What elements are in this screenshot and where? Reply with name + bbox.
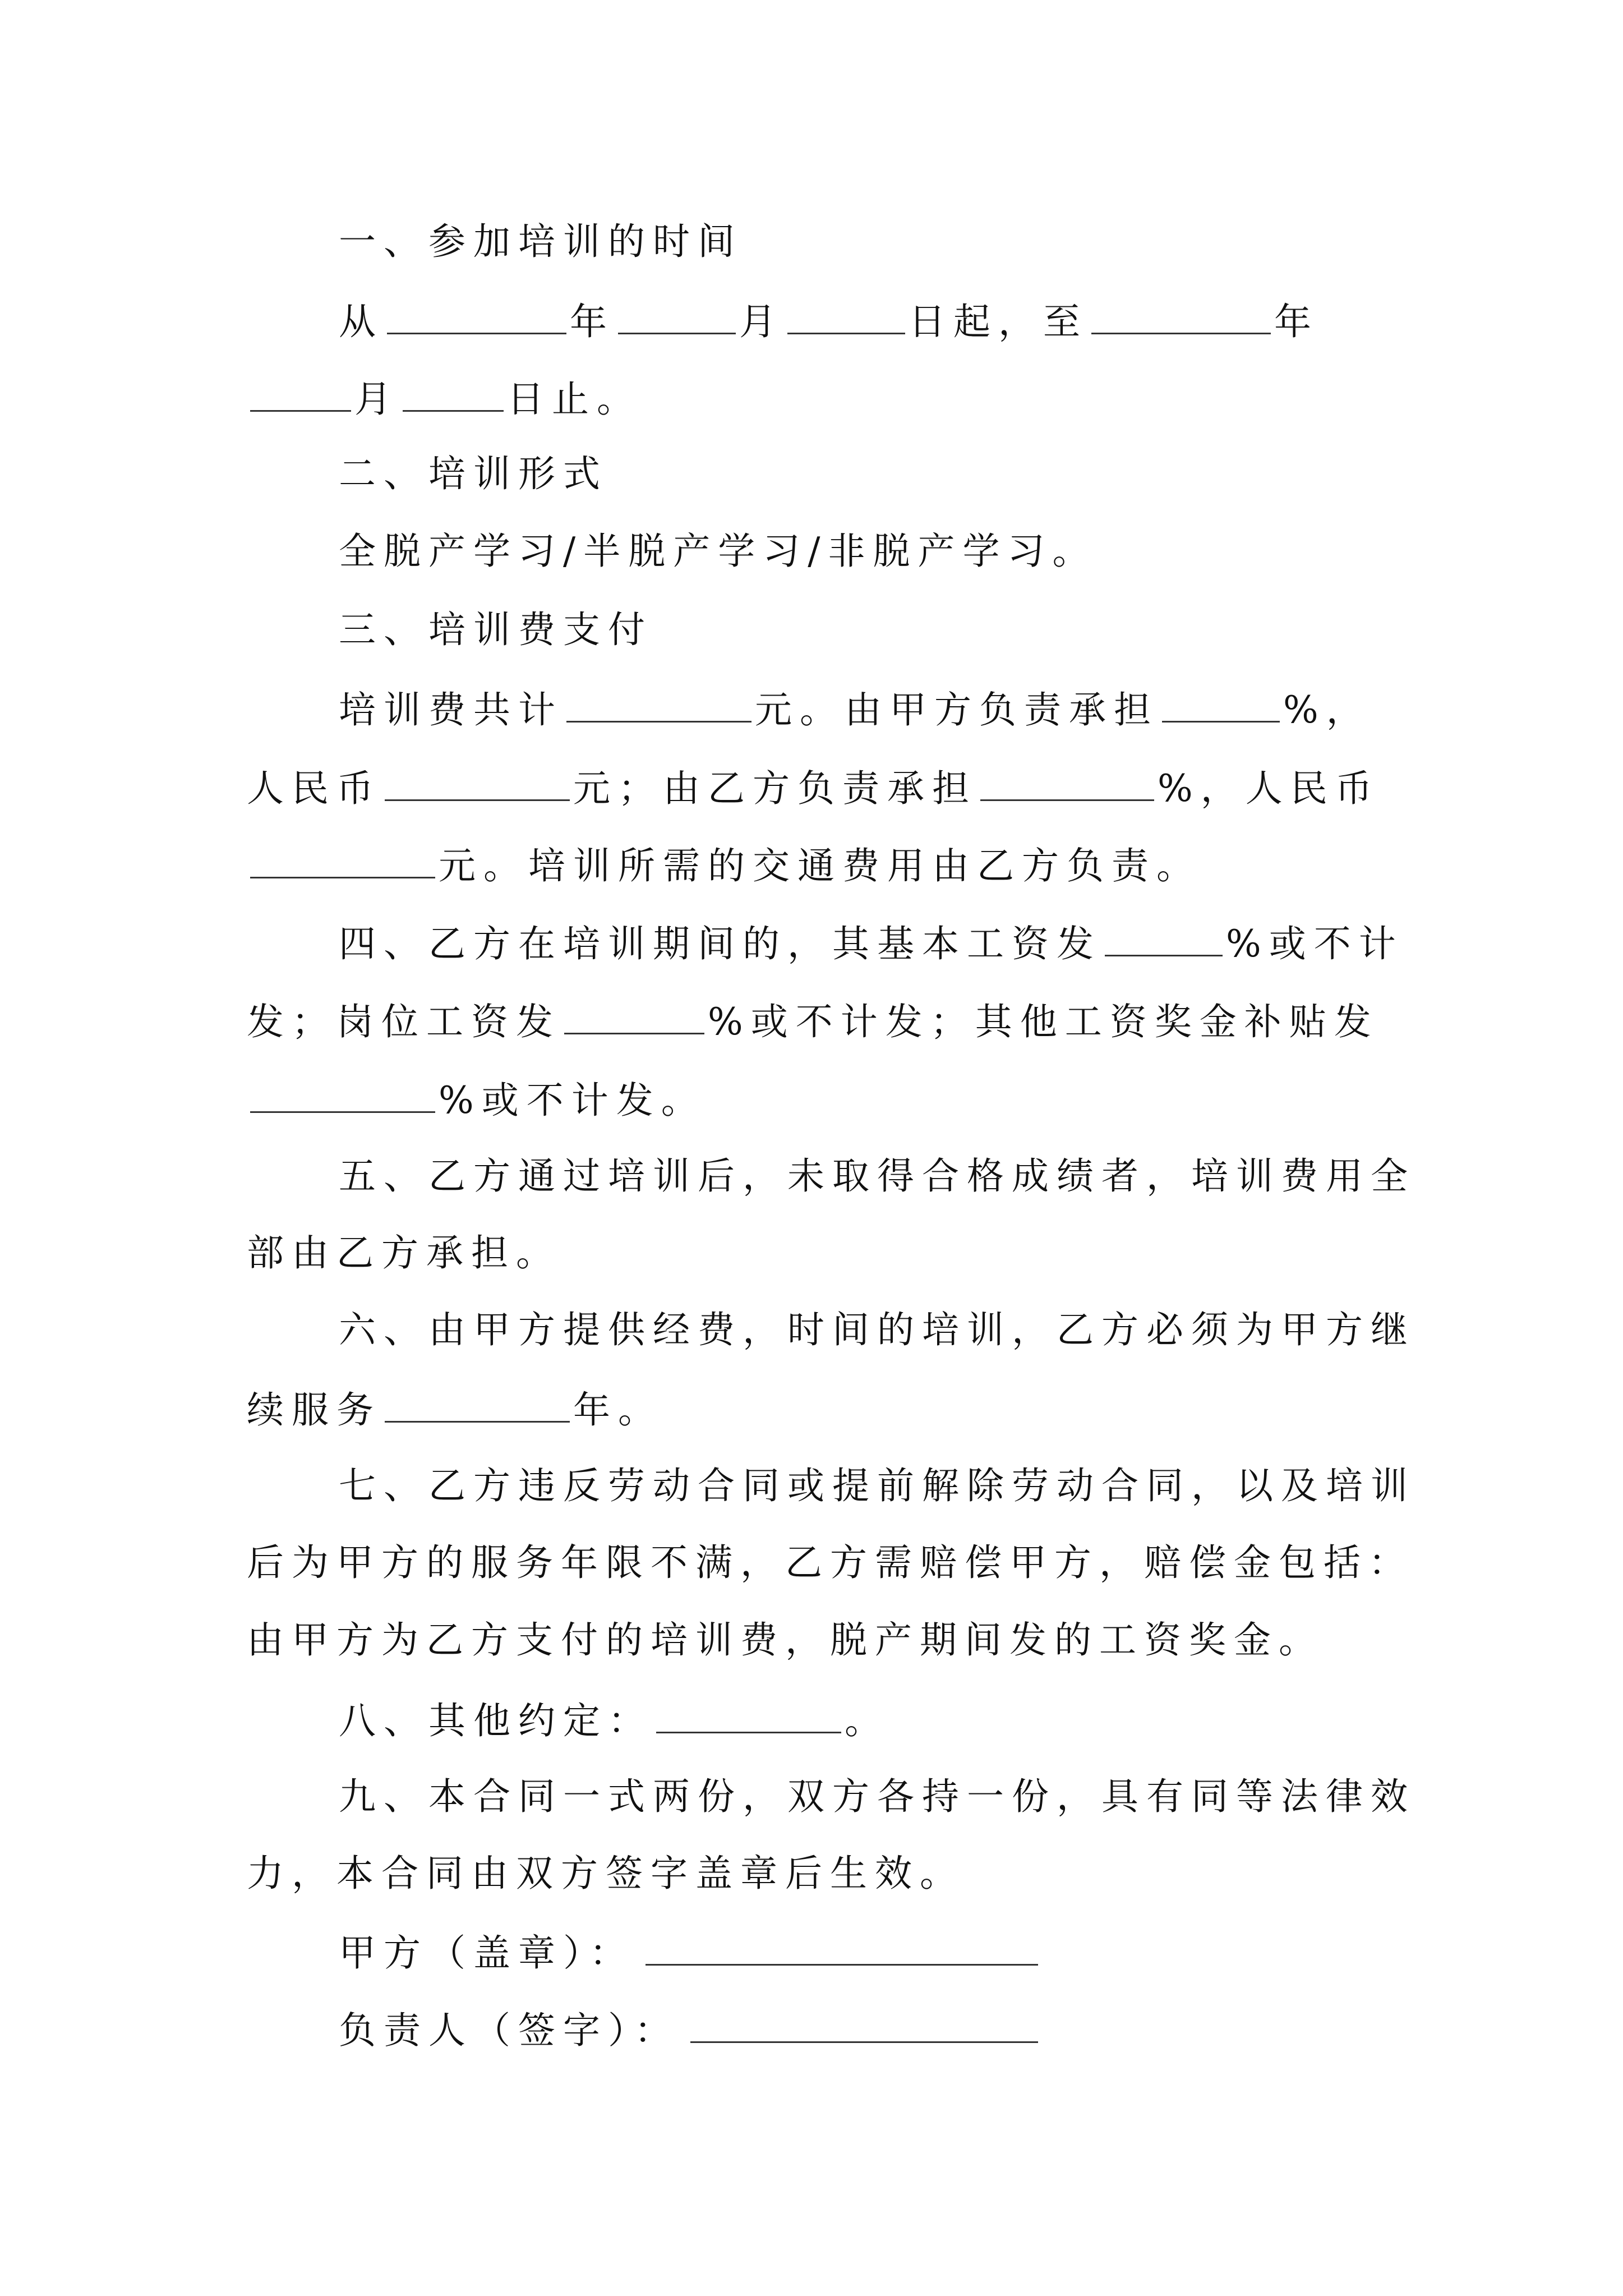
- party-b-percent-blank[interactable]: [980, 768, 1154, 801]
- person-in-charge-label: 负责人（签字）：: [339, 2009, 679, 2052]
- clause-3-line-2: [247, 767, 1380, 810]
- text-from: 从: [339, 300, 384, 343]
- clause-2-body: 全脱产学习/半脱产学习/非脱产学习。: [339, 530, 1098, 573]
- text-percent-rmb: %，人民币: [1158, 767, 1380, 810]
- clause-6-line-1: 六、由甲方提供经费，时间的培训，乙方必须为甲方继: [339, 1308, 1415, 1351]
- clause-7-line-3: 由甲方为乙方支付的培训费，脱产期间发的工资奖金。: [247, 1618, 1324, 1662]
- clause-5-line-1: 五、乙方通过培训后，未取得合格成绩者，培训费用全: [339, 1154, 1415, 1198]
- clause-4-line-1: [339, 923, 1404, 963]
- text-other-agreements: 八、其他约定：: [339, 1699, 653, 1742]
- service-years-blank[interactable]: [385, 1389, 570, 1423]
- text-day-to: 日起，至: [909, 300, 1088, 343]
- clause-3-line-3: [247, 845, 1201, 885]
- party-a-seal-blank[interactable]: [645, 1932, 1038, 1966]
- start-year-blank[interactable]: [387, 301, 566, 334]
- clause-4-line-2: [247, 1001, 1379, 1041]
- clause-2-heading: 二、培训形式: [339, 452, 608, 495]
- clause-5-line-2: 部由乙方承担。: [247, 1231, 561, 1274]
- person-in-charge-line: [339, 2009, 1038, 2052]
- text-party-b-share: 元；由乙方负责承担: [573, 767, 977, 810]
- clause-7-line-1: 七、乙方违反劳动合同或提前解除劳动合同，以及培训: [339, 1464, 1415, 1507]
- clause-9-line-2: 力，本合同由双方签字盖章后生效。: [247, 1852, 965, 1895]
- text-day-end: 日止。: [507, 378, 642, 421]
- other-bonus-percent-blank[interactable]: [250, 1080, 435, 1113]
- clause-6-line-2: [247, 1388, 663, 1432]
- party-a-seal-line: [339, 1931, 1038, 1975]
- start-month-blank[interactable]: [618, 301, 736, 334]
- party-a-percent-blank[interactable]: [1162, 689, 1280, 723]
- text-party-a-share: 元。由甲方负责承担: [755, 688, 1159, 731]
- text-or-not: %或不计: [1226, 922, 1404, 965]
- text-transport-cost: 元。培训所需的交通费用由乙方负责。: [439, 844, 1201, 887]
- clause-1-heading: 一、参加培训的时间: [339, 220, 743, 263]
- clause-1-line-1: [339, 301, 1319, 341]
- clause-8-line-1: [339, 1700, 889, 1740]
- text-base-salary: 四、乙方在培训期间的，其基本工资发: [339, 922, 1101, 965]
- party-b-amount-blank[interactable]: [250, 845, 435, 878]
- text-rmb: 人民币: [247, 767, 381, 810]
- text-post-salary: 发；岗位工资发: [247, 1000, 561, 1043]
- post-salary-percent-blank[interactable]: [564, 1001, 704, 1034]
- text-years: 年。: [573, 1388, 663, 1432]
- clause-3-heading: 三、培训费支付: [339, 608, 653, 651]
- clause-7-line-2: 后为甲方的服务年限不满，乙方需赔偿甲方，赔偿金包括：: [247, 1541, 1413, 1584]
- text-month: 月: [739, 300, 784, 343]
- text-continue-service: 续服务: [247, 1388, 381, 1432]
- clause-4-line-3: [247, 1079, 706, 1122]
- fee-total-blank[interactable]: [566, 689, 751, 723]
- person-in-charge-blank[interactable]: [690, 2010, 1038, 2043]
- text-year: 年: [570, 300, 615, 343]
- end-day-blank[interactable]: [403, 379, 504, 412]
- text-percent: %，: [1283, 688, 1371, 731]
- end-year-blank[interactable]: [1091, 301, 1271, 334]
- text-other-bonus: %或不计发；其他工资奖金补贴发: [708, 1000, 1379, 1043]
- clause-1-line-2: [247, 378, 642, 421]
- text-or-not-end: %或不计发。: [439, 1079, 706, 1122]
- clause-3-line-1: [339, 689, 1371, 729]
- start-day-blank[interactable]: [787, 301, 905, 334]
- clause-9-line-1: 九、本合同一式两份，双方各持一份，具有同等法律效: [339, 1775, 1415, 1818]
- text-year-end: 年: [1274, 300, 1319, 343]
- other-agreements-blank[interactable]: [656, 1700, 841, 1733]
- text-month-end: 月: [354, 378, 399, 421]
- party-a-seal-label: 甲方（盖章）：: [339, 1931, 634, 1975]
- text-fee-total: 培训费共计: [339, 688, 563, 731]
- end-month-blank[interactable]: [250, 379, 351, 412]
- text-period: 。: [845, 1699, 889, 1742]
- base-salary-percent-blank[interactable]: [1105, 923, 1223, 956]
- party-a-amount-blank[interactable]: [385, 768, 570, 801]
